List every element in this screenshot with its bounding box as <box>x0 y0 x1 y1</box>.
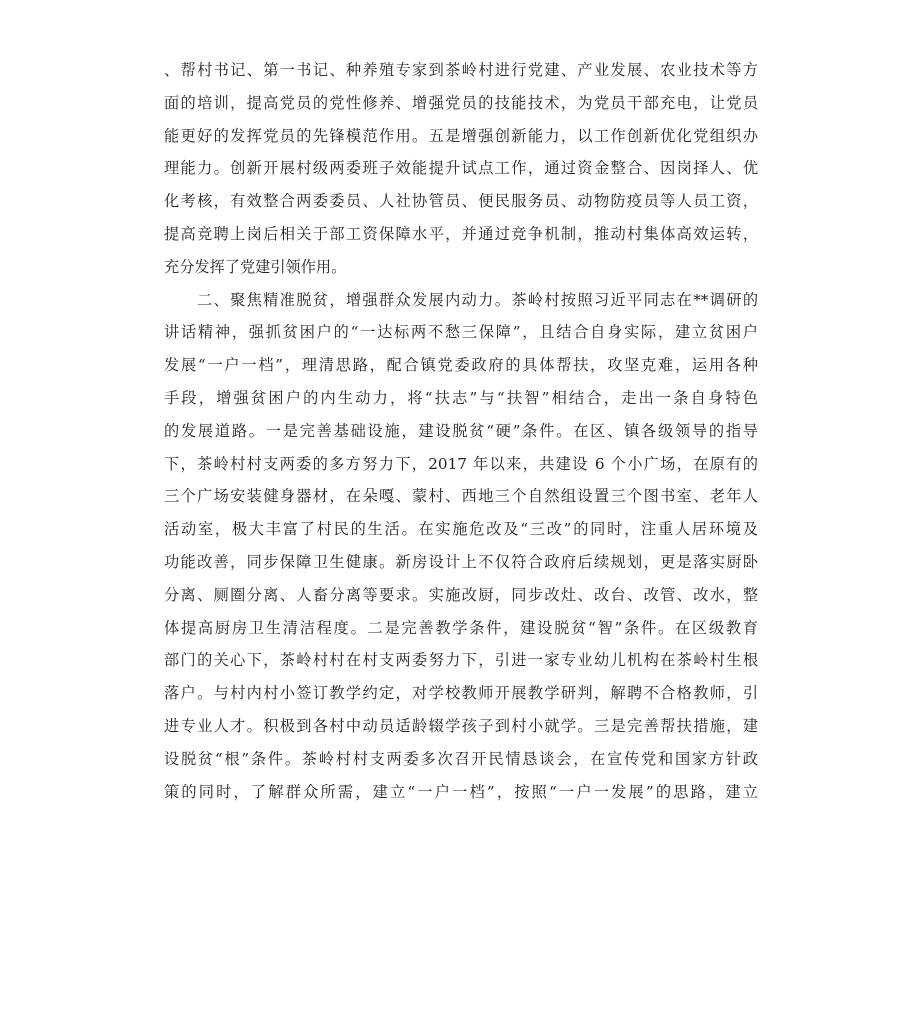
text-line: 手段，增强贫困户的内生动力，将“扶志”与“扶智”相结合，走出一条自身特色 <box>164 388 758 407</box>
text-line: 下，茶岭村村支两委的多方努力下，2017 年以来，共建设 6 个小广场，在原有的 <box>164 454 758 473</box>
text-line: 的发展道路。一是完善基础设施，建设脱贫“硬”条件。在区、镇各级领导的指导 <box>164 421 758 440</box>
text-line: 三个广场安装健身器材，在朵嘎、蒙村、西地三个自然组设置三个图书室、老年人 <box>164 487 758 506</box>
text-line: 功能改善，同步保障卫生健康。新房设计上不仅符合政府后续规划，更是落实厨卧 <box>164 552 758 571</box>
text-line: 讲话精神，强抓贫困户的“一达标两不愁三保障”，且结合自身实际，建立贫困户 <box>164 323 758 342</box>
text-line: 能更好的发挥党员的先锋模范作用。五是增强创新能力，以工作创新优化党组织办 <box>164 126 758 145</box>
document-body <box>164 54 758 808</box>
text-line: 进专业人才。积极到各村中动员适龄辍学孩子到村小就学。三是完善帮扶措施，建 <box>164 716 758 735</box>
text-line: 充分发挥了党建引领作用。 <box>164 257 347 276</box>
paragraph-1 <box>164 54 758 284</box>
text-line: 落户。与村内村小签订教学约定，对学校教师开展教学研判，解聘不合格教师，引 <box>164 684 758 703</box>
text-line: 二、聚焦精准脱贫，增强群众发展内动力。茶岭村按照习近平同志在**调研的 <box>197 290 758 309</box>
text-line: 策的同时，了解群众所需，建立“一户一档”，按照“一户一发展”的思路，建立 <box>164 782 758 801</box>
text-line: 体提高厨房卫生清洁程度。二是完善教学条件，建设脱贫“智”条件。在区级教育 <box>164 618 758 637</box>
text-line: 发展“一户一档”，理清思路，配合镇党委政府的具体帮扶，攻坚克难，运用各种 <box>164 356 758 375</box>
paragraph-2 <box>164 284 758 809</box>
text-line: 设脱贫“根”条件。茶岭村村支两委多次召开民情恳谈会，在宣传党和国家方针政 <box>164 749 758 768</box>
text-line: 分离、厕圈分离、人畜分离等要求。实施改厨，同步改灶、改台、改管、改水，整 <box>164 585 758 604</box>
text-line: 提高竞聘上岗后相关于部工资保障水平，并通过竞争机制，推动村集体高效运转， <box>164 224 758 243</box>
text-line: 理能力。创新开展村级两委班子效能提升试点工作，通过资金整合、因岗择人、优 <box>164 159 758 178</box>
text-line: 部门的关心下，茶岭村村在村支两委努力下，引进一家专业幼儿机构在茶岭村生根 <box>164 651 758 670</box>
text-line: 化考核，有效整合两委委员、人社协管员、便民服务员、动物防疫员等人员工资， <box>164 192 758 211</box>
text-line: 活动室，极大丰富了村民的生活。在实施危改及“三改”的同时，注重人居环境及 <box>164 520 758 539</box>
text-line: 、帮村书记、第一书记、种养殖专家到茶岭村进行党建、产业发展、农业技术等方 <box>164 61 758 79</box>
text-line: 面的培训，提高党员的党性修养、增强党员的技能技术，为党员干部充电，让党员 <box>164 93 758 112</box>
